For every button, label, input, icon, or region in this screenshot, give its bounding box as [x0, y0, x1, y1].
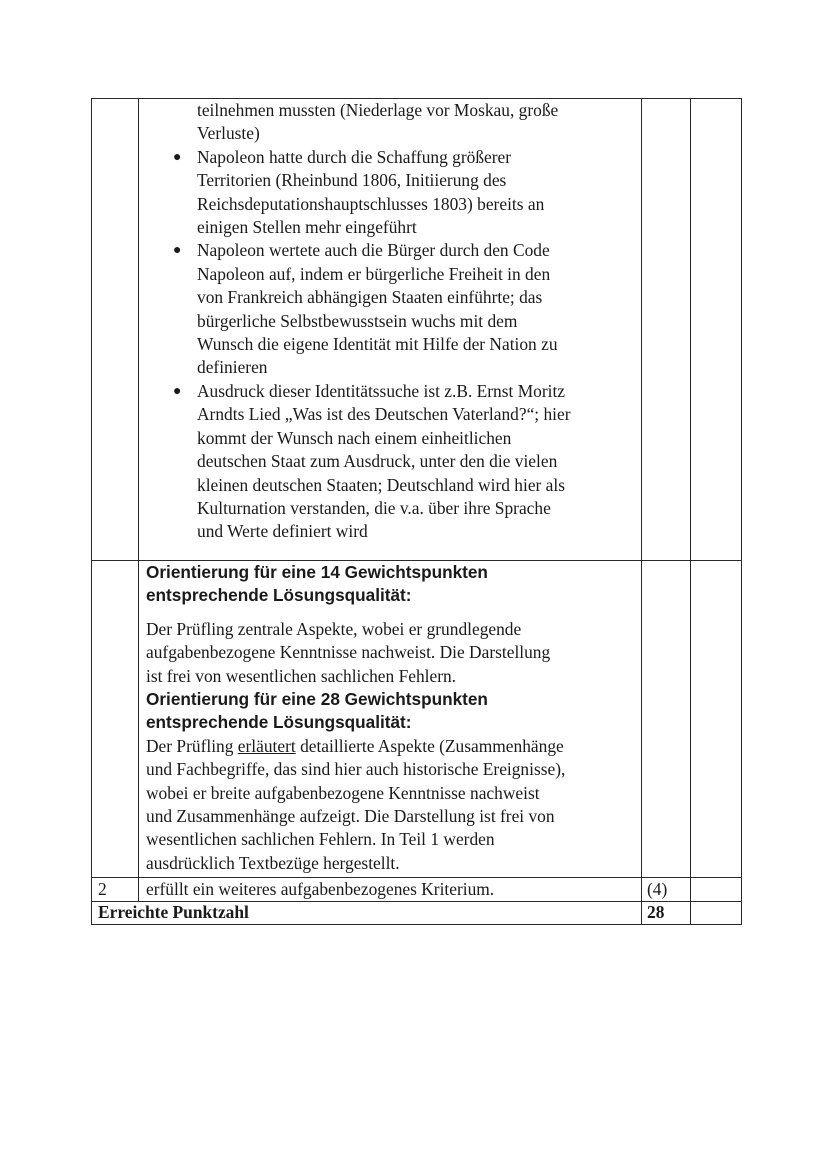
points-cell: [642, 561, 691, 878]
achieved-cell: [691, 878, 742, 902]
bullet-line: Territorien (Rheinbund 1806, Initiierung des: [197, 170, 507, 191]
bullet-line: definieren: [197, 357, 268, 378]
bullet-line: Reichsdeputationshauptschlusses 1803) bereits an: [197, 193, 545, 214]
table-row: [92, 878, 742, 902]
bullet-list: [146, 146, 637, 544]
bullet-line: von Frankreich abhängigen Staaten einführte; das: [197, 287, 543, 308]
bullet-line: Napoleon hatte durch die Schaffung größerer: [197, 146, 512, 167]
total-row: [92, 902, 742, 925]
table-row: [92, 561, 742, 878]
criteria-heading: Orientierung für eine 28 Gewichtspunkten entsprechende Lösungsqualität:: [146, 689, 488, 733]
list-item: [146, 380, 637, 544]
criteria-cell: [139, 561, 642, 878]
bullet-icon: ●: [173, 383, 182, 399]
total-label: Erreichte Punktzahl: [92, 902, 642, 925]
number-cell: [92, 99, 139, 561]
bullet-icon: ●: [173, 149, 182, 165]
criteria-text: Der Prüfling zentrale Aspekte, wobei er grundlegende aufgabenbezogene Kenntnisse nachweist. Die Darstellung ist frei von wesentlichen sachlichen Fehlern.: [146, 618, 551, 686]
achieved-cell: [691, 561, 742, 878]
bullet-line: bürgerliche Selbstbewusstsein wuchs mit dem: [197, 310, 518, 331]
continuation-line: Verluste): [197, 123, 260, 144]
grading-table: [91, 98, 742, 925]
expectation-cell: [139, 99, 642, 561]
achieved-cell: [691, 99, 742, 561]
operator-verb: erläutert: [237, 735, 296, 756]
bullet-line: kleinen deutschen Staaten; Deutschland wird hier als: [197, 474, 565, 495]
list-item: [146, 239, 637, 379]
bullet-line: Kulturnation verstanden, die v.a. über ihre Sprache: [197, 497, 551, 518]
list-item: [146, 146, 637, 240]
achieved-cell: [691, 902, 742, 925]
criteria-text: Der Prüfling erläutert detaillierte Aspekte (Zusammenhänge und Fachbegriffe, das sind hier auch historische Ereignisse), wobei er breite aufgabenbezogene Kenntnisse nachweist und Zusammenhänge aufzeigt. Die Darstellung ist frei von wesentlichen sachlichen Fehlern. In Teil 1 werden ausdrücklich Textbezüge hergestellt.: [146, 735, 566, 873]
table-row: [92, 99, 742, 561]
bullet-line: Wunsch die eigene Identität mit Hilfe der Nation zu: [197, 334, 558, 355]
bullet-line: einigen Stellen mehr eingeführt: [197, 217, 417, 238]
number-cell: [92, 561, 139, 878]
bullet-line: Napoleon wertete auch die Bürger durch den Code: [197, 240, 550, 261]
criterion-number: 2: [92, 878, 139, 902]
bullet-line: Ausdruck dieser Identitätssuche ist z.B. Ernst Moritz: [197, 380, 566, 401]
criterion-points: (4): [642, 878, 691, 902]
bullet-line: Arndts Lied „Was ist des Deutschen Vaterland?“; hier: [197, 404, 571, 425]
bullet-line: Napoleon auf, indem er bürgerliche Freiheit in den: [197, 263, 551, 284]
continuation-line: teilnehmen mussten (Niederlage vor Moskau, große: [197, 100, 559, 120]
bullet-line: und Werte definiert wird: [197, 521, 368, 542]
criterion-text: erfüllt ein weiteres aufgabenbezogenes Kriterium.: [139, 878, 642, 902]
criteria-heading: Orientierung für eine 14 Gewichtspunkten entsprechende Lösungsqualität:: [146, 562, 488, 606]
bullet-line: deutschen Staat zum Ausdruck, unter den die vielen: [197, 451, 558, 472]
total-points: 28: [642, 902, 691, 925]
bullet-line: kommt der Wunsch nach einem einheitlichen: [197, 427, 512, 448]
bullet-icon: ●: [173, 243, 182, 259]
points-cell: [642, 99, 691, 561]
